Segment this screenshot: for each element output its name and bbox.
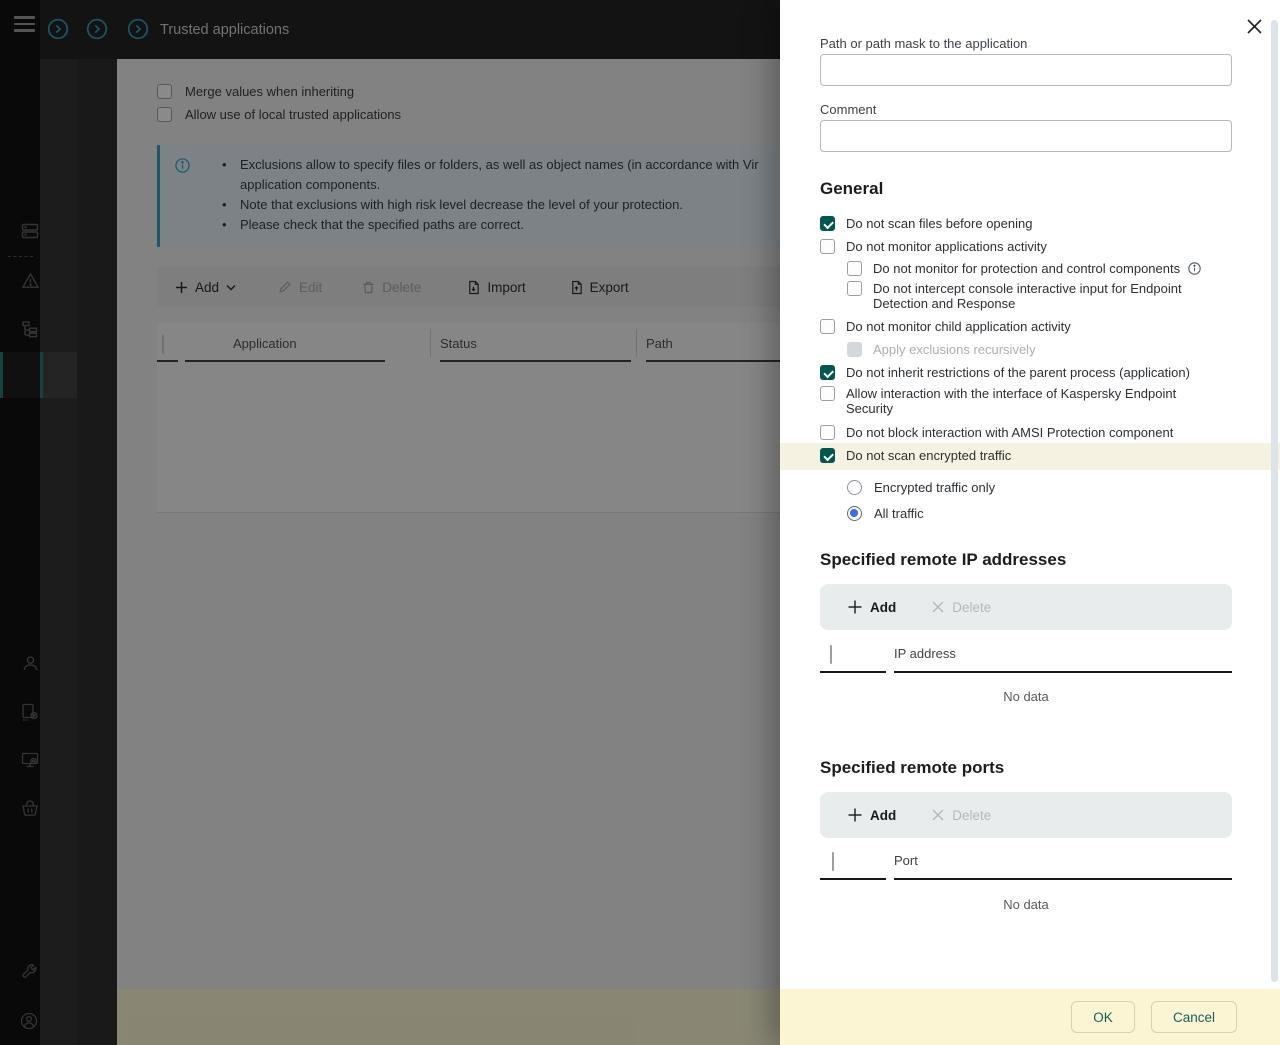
trusted-application-drawer [780,0,1280,1045]
option-label: Apply exclusions recursively [873,342,1036,357]
port-toolbar [820,792,1232,838]
import-button-label: Import [487,279,526,295]
do-not-intercept-console-checkbox[interactable] [847,281,862,296]
do-not-scan-files-checkbox[interactable] [820,216,835,231]
plus-icon [848,600,862,614]
x-icon [932,809,944,821]
radio-label: Encrypted traffic only [874,480,996,495]
ip-add-label: Add [870,599,897,615]
option-row[interactable] [820,365,1190,380]
option-label: Do not inherit restrictions of the parent process (application) [846,365,1190,380]
do-not-inherit-restrictions-checkbox[interactable] [820,365,835,380]
option-row[interactable] [847,281,1225,311]
port-section-heading: Specified remote ports [820,758,1005,777]
column-header-status[interactable]: Status [440,336,477,351]
option-row[interactable] [820,319,1071,334]
option-label: Do not monitor child application activity [846,319,1071,334]
option-label: Allow interaction with the interface of Kaspersky Endpoint Security [846,386,1177,416]
ip-empty-text: No data [1003,689,1049,704]
port-add-label: Add [870,807,897,823]
do-not-monitor-child-checkbox[interactable] [820,319,835,334]
plus-icon [848,808,862,822]
column-header-path[interactable]: Path [646,336,673,351]
export-button-label: Export [589,279,629,295]
header-underline [894,671,1232,673]
bullet-dot: • [222,197,227,212]
info-bullet-1-line1: Exclusions allow to specify files or folders, as well as object names (in accordance with Vir [240,157,759,172]
port-add-button[interactable] [848,808,896,823]
port-select-all-checkbox[interactable] [832,852,834,871]
panel-scrollbar[interactable] [1271,20,1278,982]
apply-exclusions-recursively-checkbox [847,342,862,357]
port-delete-button[interactable] [932,808,991,823]
info-bullet-1-line2: application components. [240,177,381,192]
header-underline [894,878,1232,880]
local-trusted-label: Allow use of local trusted applications [185,107,402,122]
ok-button[interactable]: OK [1071,1001,1135,1033]
radio-row[interactable] [847,506,924,521]
merge-values-label: Merge values when inheriting [185,84,355,99]
option-row[interactable] [820,216,1032,231]
path-mask-input[interactable] [820,54,1232,86]
option-row[interactable] [847,261,1201,276]
option-row[interactable] [820,239,1047,254]
do-not-block-amsi-checkbox[interactable] [820,425,835,440]
option-row-highlighted[interactable] [820,448,1011,463]
encrypted-traffic-only-radio[interactable] [847,480,862,495]
close-icon[interactable] [1246,18,1263,35]
option-row[interactable] [820,425,1173,440]
all-traffic-radio[interactable] [847,506,862,521]
option-row [847,342,1036,357]
option-label: Do not monitor applications activity [846,239,1047,254]
port-column-header[interactable]: Port [894,853,918,868]
bullet-dot: • [222,217,227,232]
allow-interface-interaction-checkbox[interactable] [820,386,835,401]
ip-add-button[interactable] [848,600,896,615]
option-label: Do not scan encrypted traffic [846,448,1012,463]
port-delete-label: Delete [952,807,992,823]
path-mask-label: Path or path mask to the application [820,36,1028,51]
do-not-monitor-protection-checkbox[interactable] [847,261,862,276]
x-icon [932,601,944,613]
comment-input[interactable] [820,120,1232,152]
header-underline [820,878,886,880]
info-icon[interactable] [1188,262,1201,275]
cancel-button[interactable]: Cancel [1151,1001,1237,1033]
header-underline [820,671,886,673]
option-label-text: Do not monitor for protection and control components [873,261,1181,276]
option-label: Do not intercept console interactive input for Endpoint Detection and Response [873,281,1182,311]
option-label: Do not block interaction with AMSI Protection component [846,425,1174,440]
bullet-dot: • [222,157,227,172]
general-heading: General [820,179,884,198]
ip-delete-button[interactable] [932,600,991,615]
ip-select-all-checkbox[interactable] [830,645,832,664]
column-header-application[interactable]: Application [233,336,297,351]
option-label: Do not scan files before opening [846,216,1033,231]
page-title: Trusted applications [160,22,290,38]
add-button-label: Add [195,279,220,295]
panel-footer [780,989,1280,1045]
ip-toolbar [820,584,1232,630]
port-empty-text: No data [1003,897,1049,912]
delete-button-label: Delete [382,279,422,295]
ip-delete-label: Delete [952,599,992,615]
option-row[interactable] [820,386,1226,416]
info-bullet-3-text: Please check that the specified paths are correct. [240,217,524,232]
info-bullet-2-text: Note that exclusions with high risk level decrease the level of your protection. [240,197,683,212]
radio-row[interactable] [847,480,995,495]
edit-button-label: Edit [299,279,323,295]
do-not-monitor-activity-checkbox[interactable] [820,239,835,254]
radio-label: All traffic [874,506,924,521]
comment-label: Comment [820,102,877,117]
do-not-scan-encrypted-traffic-checkbox[interactable] [820,448,835,463]
ip-column-header[interactable]: IP address [894,646,956,661]
option-label [873,261,1201,276]
ip-section-heading: Specified remote IP addresses [820,550,1067,569]
